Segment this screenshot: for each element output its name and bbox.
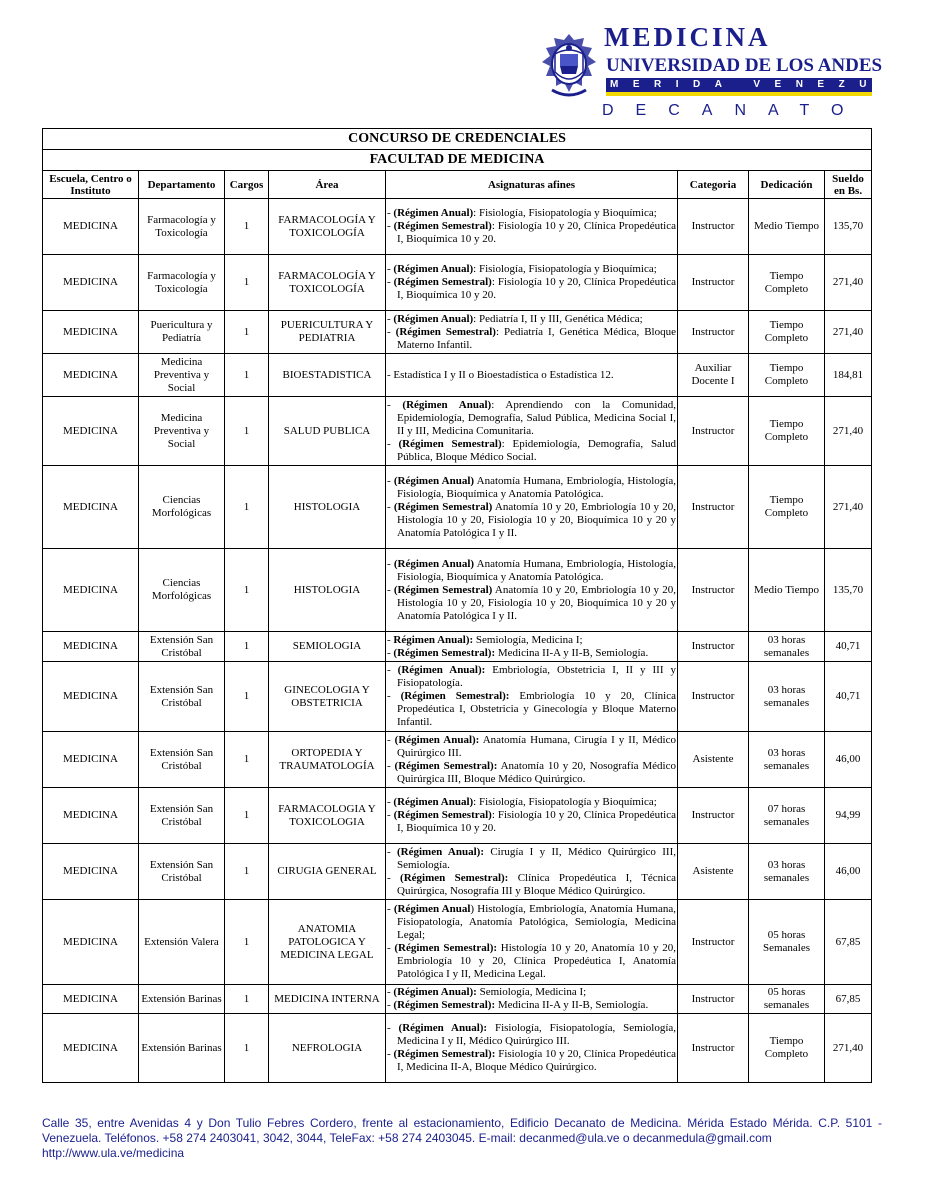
table-row xyxy=(43,985,872,1014)
bullet-dash-icon: - xyxy=(387,325,396,338)
subject-text: : Fisiología, Fisiopatología y Bioquímica; xyxy=(473,796,657,808)
subject-text: Anatomía Humana, Embriología, Histología, Fisiología, Bioquímica y Anatomía Patológica. xyxy=(397,474,676,500)
bullet-dash-icon: - xyxy=(387,500,394,513)
regimen-label: (Régimen Semestral) xyxy=(398,437,502,450)
cell-dedicacion: 03 horas semanales xyxy=(749,732,825,788)
table-row xyxy=(43,549,872,632)
cell-area: PUERICULTURA Y PEDIATRIA xyxy=(269,311,386,354)
bullet-dash-icon: - xyxy=(387,646,394,659)
cell-sueldo: 271,40 xyxy=(825,466,872,549)
table-row xyxy=(43,311,872,354)
regimen-label: (Régimen Semestral): xyxy=(400,690,510,702)
letterhead-office: DECANATO xyxy=(602,102,866,119)
cell-asignaturas xyxy=(386,1014,678,1083)
regimen-label: (Régimen Semestral): xyxy=(393,1048,496,1060)
col-area: Área xyxy=(269,171,386,199)
bullet-dash-icon: - xyxy=(387,759,395,772)
bullet-dash-icon: - xyxy=(387,986,394,998)
bullet-dash-icon: - xyxy=(387,437,399,450)
regimen-label: (Régimen Anual): xyxy=(398,1022,488,1034)
subject-text: : Fisiología 10 y 20, Clínica Propedéutica I, Bioquímica 10 y 20. xyxy=(397,809,676,834)
subject-item xyxy=(387,584,676,623)
cell-sueldo: 135,70 xyxy=(825,199,872,255)
bullet-dash-icon: - xyxy=(387,796,394,808)
col-dedicacion: Dedicación xyxy=(749,171,825,199)
subject-text: : Aprendiendo con la Comunidad, Epidemiología, Demografía, Salud Pública, Medicina Social I, II y III, Medicina Comunitaria. xyxy=(397,398,676,437)
table-row xyxy=(43,732,872,788)
subject-item xyxy=(387,872,676,898)
cell-escuela: MEDICINA xyxy=(43,311,139,354)
subject-text: Histología 10 y 20, Anatomía 10 y 20, Embriología 10 y 20, Clínica Propedéutica I, Anatomía Patológica I y II, Medicina Legal. xyxy=(397,942,676,980)
regimen-label: (Régimen Semestral): xyxy=(394,942,498,954)
subject-text: ) Histología, Embriología, Anatomía Humana, Fisiopatología, Anatomía Patológica, Semiología, Medicina Legal; xyxy=(397,903,676,941)
table-row xyxy=(43,354,872,397)
footer-contact xyxy=(42,1116,882,1161)
table-row xyxy=(43,466,872,549)
cell-asignaturas xyxy=(386,397,678,466)
cell-categoria: Auxiliar Docente I xyxy=(678,354,749,397)
cell-cargos: 1 xyxy=(225,732,269,788)
cell-departamento: Extensión Barinas xyxy=(139,1014,225,1083)
regimen-label: (Régimen Semestral): xyxy=(393,999,496,1011)
cell-dedicacion: 03 horas semanales xyxy=(749,662,825,732)
subject-item xyxy=(387,846,676,872)
cell-categoria: Instructor xyxy=(678,397,749,466)
cell-asignaturas xyxy=(386,732,678,788)
cell-asignaturas xyxy=(386,900,678,985)
cell-sueldo: 40,71 xyxy=(825,632,872,662)
cell-area: ANATOMIA PATOLOGICA Y MEDICINA LEGAL xyxy=(269,900,386,985)
regimen-label: (Régimen Semestral) xyxy=(393,500,493,513)
letterhead xyxy=(538,22,944,126)
bullet-dash-icon: - xyxy=(387,942,395,954)
subject-item xyxy=(387,276,676,302)
subject-item xyxy=(387,220,676,246)
cell-asignaturas xyxy=(386,788,678,844)
regimen-label: (Régimen Semestral) xyxy=(393,583,493,596)
subject-text: Embriología 10 y 20, Clínica Propedéutica I, Obstetricia y Ginecología y Bloque Materno Infantil. xyxy=(397,690,676,728)
cell-categoria: Instructor xyxy=(678,466,749,549)
cell-area: BIOESTADISTICA xyxy=(269,354,386,397)
regimen-label: Régimen Anual): xyxy=(393,633,474,646)
cell-asignaturas xyxy=(386,985,678,1014)
subject-item xyxy=(387,369,676,382)
bullet-dash-icon: - xyxy=(387,845,397,858)
cell-cargos: 1 xyxy=(225,397,269,466)
subject-text: Anatomía Humana, Embriología, Histología, Fisiología, Bioquímica y Anatomía Patológica. xyxy=(397,557,676,583)
regimen-label: (Régimen Anual) xyxy=(393,312,474,325)
cell-escuela: MEDICINA xyxy=(43,844,139,900)
subject-text: Estadística I y II o Bioestadística o Estadística 12. xyxy=(393,368,614,381)
cell-sueldo: 271,40 xyxy=(825,311,872,354)
subject-text: Anatomía Humana, Cirugía I y II, Médico Quirúrgico III. xyxy=(397,733,676,759)
cell-sueldo: 46,00 xyxy=(825,844,872,900)
bullet-dash-icon: - xyxy=(387,276,394,288)
cell-cargos: 1 xyxy=(225,632,269,662)
cell-dedicacion: Tiempo Completo xyxy=(749,354,825,397)
cell-escuela: MEDICINA xyxy=(43,788,139,844)
col-categoria: Categoria xyxy=(678,171,749,199)
cell-area: HISTOLOGIA xyxy=(269,466,386,549)
cell-asignaturas xyxy=(386,844,678,900)
cell-categoria: Instructor xyxy=(678,632,749,662)
letterhead-accent-bar xyxy=(606,92,872,96)
bullet-dash-icon: - xyxy=(387,633,394,646)
subject-item xyxy=(387,903,676,942)
subject-item xyxy=(387,326,676,352)
table-row xyxy=(43,662,872,732)
cell-dedicacion: Tiempo Completo xyxy=(749,466,825,549)
subject-item xyxy=(387,999,676,1012)
cell-asignaturas xyxy=(386,311,678,354)
col-asignaturas: Asignaturas afines xyxy=(386,171,678,199)
cell-departamento: Farmacología y Toxicología xyxy=(139,199,225,255)
subject-item xyxy=(387,558,676,584)
cell-categoria: Asistente xyxy=(678,844,749,900)
subject-item xyxy=(387,809,676,835)
cell-cargos: 1 xyxy=(225,549,269,632)
regimen-label: (Régimen Semestral) xyxy=(393,809,492,821)
regimen-label: (Régimen Anual): xyxy=(397,664,486,676)
subject-item xyxy=(387,664,676,690)
letterhead-location: MERIDA VENEZUELA xyxy=(606,78,872,92)
subject-item xyxy=(387,313,676,326)
cell-asignaturas xyxy=(386,549,678,632)
bullet-dash-icon: - xyxy=(387,999,394,1011)
cell-dedicacion: 07 horas semanales xyxy=(749,788,825,844)
cell-departamento: Medicina Preventiva y Social xyxy=(139,397,225,466)
cell-escuela: MEDICINA xyxy=(43,985,139,1014)
bullet-dash-icon: - xyxy=(387,207,394,219)
regimen-label: (Régimen Semestral) xyxy=(395,325,496,338)
cell-area: MEDICINA INTERNA xyxy=(269,985,386,1014)
bullet-dash-icon: - xyxy=(387,220,394,232)
cell-cargos: 1 xyxy=(225,199,269,255)
regimen-label: (Régimen Semestral): xyxy=(393,646,496,659)
subject-item xyxy=(387,647,676,660)
subject-item xyxy=(387,734,676,760)
subject-text: Semiología, Medicina I; xyxy=(473,633,583,646)
table-row xyxy=(43,255,872,311)
table-row xyxy=(43,199,872,255)
letterhead-title: MEDICINA xyxy=(604,22,771,52)
subject-item xyxy=(387,1022,676,1048)
subject-text: Clínica Propedéutica I, Técnica Quirúrgica, Nosografía III y Bloque Médico Quirúrgico. xyxy=(397,871,676,897)
regimen-label: (Régimen Anual) xyxy=(393,263,474,275)
regimen-label: (Régimen Semestral): xyxy=(394,759,498,772)
subject-text: : Epidemiología, Demografía, Salud Pública, Bloque Médico Social. xyxy=(397,437,676,463)
cell-asignaturas xyxy=(386,354,678,397)
bullet-dash-icon: - xyxy=(387,474,394,487)
col-departamento: Departamento xyxy=(139,171,225,199)
cell-dedicacion: Tiempo Completo xyxy=(749,1014,825,1083)
cell-escuela: MEDICINA xyxy=(43,466,139,549)
cell-escuela: MEDICINA xyxy=(43,549,139,632)
cell-departamento: Medicina Preventiva y Social xyxy=(139,354,225,397)
cell-departamento: Farmacología y Toxicología xyxy=(139,255,225,311)
subject-item xyxy=(387,501,676,540)
cell-sueldo: 67,85 xyxy=(825,900,872,985)
cell-asignaturas xyxy=(386,632,678,662)
cell-cargos: 1 xyxy=(225,1014,269,1083)
table-row xyxy=(43,788,872,844)
bullet-dash-icon: - xyxy=(387,398,403,411)
table-row xyxy=(43,632,872,662)
subject-text: Anatomía 10 y 20, Nosografía Médico Quirúrgica III, Bloque Médico Quirúrgico. xyxy=(397,759,676,785)
regimen-label: (Régimen Semestral): xyxy=(400,871,509,884)
table-row xyxy=(43,844,872,900)
cell-sueldo: 94,99 xyxy=(825,788,872,844)
cell-area: CIRUGIA GENERAL xyxy=(269,844,386,900)
cell-sueldo: 67,85 xyxy=(825,985,872,1014)
regimen-label: (Régimen Anual) xyxy=(393,796,474,808)
cell-categoria: Instructor xyxy=(678,311,749,354)
bullet-dash-icon: - xyxy=(387,733,395,746)
cell-area: NEFROLOGIA xyxy=(269,1014,386,1083)
cell-sueldo: 46,00 xyxy=(825,732,872,788)
subject-item xyxy=(387,986,676,999)
cell-categoria: Instructor xyxy=(678,662,749,732)
cell-area: GINECOLOGIA Y OBSTETRICIA xyxy=(269,662,386,732)
bullet-dash-icon: - xyxy=(387,1048,394,1060)
cell-escuela: MEDICINA xyxy=(43,732,139,788)
cell-departamento: Extensión San Cristóbal xyxy=(139,662,225,732)
cell-area: FARMACOLOGIA Y TOXICOLOGIA xyxy=(269,788,386,844)
subject-text: : Fisiología 10 y 20, Clínica Propedéutica I, Bioquímica 10 y 20. xyxy=(397,220,676,245)
cell-area: FARMACOLOGÍA Y TOXICOLOGÍA xyxy=(269,255,386,311)
bullet-dash-icon: - xyxy=(387,312,394,325)
cell-escuela: MEDICINA xyxy=(43,1014,139,1083)
cell-departamento: Ciencias Morfológicas xyxy=(139,549,225,632)
cell-cargos: 1 xyxy=(225,844,269,900)
cell-departamento: Puericultura y Pediatría xyxy=(139,311,225,354)
cell-asignaturas xyxy=(386,662,678,732)
regimen-label: (Régimen Anual) xyxy=(402,398,492,411)
bullet-dash-icon: - xyxy=(387,368,394,381)
cell-escuela: MEDICINA xyxy=(43,662,139,732)
subject-item xyxy=(387,263,676,276)
regimen-label: (Régimen Anual) xyxy=(393,474,475,487)
subject-item xyxy=(387,399,676,438)
cell-dedicacion: 03 horas semanales xyxy=(749,632,825,662)
subject-item xyxy=(387,690,676,729)
cell-departamento: Extensión San Cristóbal xyxy=(139,844,225,900)
subject-text: Anatomía 10 y 20, Embriología 10 y 20, Histología 10 y 20, Fisiología 10 y 20, Bioquímica 10 y 20 y Anatomía Patológica I y II. xyxy=(397,500,676,539)
subject-item xyxy=(387,438,676,464)
cell-area: HISTOLOGIA xyxy=(269,549,386,632)
cell-dedicacion: Medio Tiempo xyxy=(749,199,825,255)
cell-asignaturas xyxy=(386,466,678,549)
cell-sueldo: 271,40 xyxy=(825,397,872,466)
cell-sueldo: 184,81 xyxy=(825,354,872,397)
cell-sueldo: 135,70 xyxy=(825,549,872,632)
cell-departamento: Extensión San Cristóbal xyxy=(139,788,225,844)
credentials-table xyxy=(42,128,872,1083)
bullet-dash-icon: - xyxy=(387,664,398,676)
cell-dedicacion: Tiempo Completo xyxy=(749,255,825,311)
table-body xyxy=(43,199,872,1083)
cell-area: FARMACOLOGÍA Y TOXICOLOGÍA xyxy=(269,199,386,255)
cell-escuela: MEDICINA xyxy=(43,397,139,466)
col-sueldo: Sueldo en Bs. xyxy=(825,171,872,199)
subject-text: Cirugía I y II, Médico Quirúrgico III, Semiología. xyxy=(397,845,676,871)
regimen-label: (Régimen Anual) xyxy=(393,207,474,219)
bullet-dash-icon: - xyxy=(387,903,394,915)
cell-categoria: Instructor xyxy=(678,900,749,985)
cell-cargos: 1 xyxy=(225,255,269,311)
table-title: CONCURSO DE CREDENCIALES xyxy=(43,129,872,150)
cell-categoria: Instructor xyxy=(678,985,749,1014)
cell-dedicacion: Medio Tiempo xyxy=(749,549,825,632)
subject-text: Fisiología 10 y 20, Clínica Propedéutica I, Medicina II-A, Bloque Médico Quirúrgico. xyxy=(397,1048,676,1073)
subject-item xyxy=(387,942,676,981)
subject-item xyxy=(387,1048,676,1074)
cell-categoria: Instructor xyxy=(678,1014,749,1083)
cell-asignaturas xyxy=(386,255,678,311)
cell-departamento: Extensión Barinas xyxy=(139,985,225,1014)
cell-escuela: MEDICINA xyxy=(43,632,139,662)
cell-cargos: 1 xyxy=(225,354,269,397)
subject-text: Semiología, Medicina I; xyxy=(476,986,587,998)
regimen-label: (Régimen Semestral) xyxy=(393,220,492,232)
regimen-label: (Régimen Anual): xyxy=(394,733,480,746)
cell-escuela: MEDICINA xyxy=(43,199,139,255)
cell-dedicacion: 05 horas Semanales xyxy=(749,900,825,985)
cell-departamento: Extensión San Cristóbal xyxy=(139,632,225,662)
faculty-title: FACULTAD DE MEDICINA xyxy=(43,150,872,171)
subject-text: : Fisiología, Fisiopatología y Bioquímica; xyxy=(473,207,657,219)
col-escuela: Escuela, Centro o Instituto xyxy=(43,171,139,199)
table-row xyxy=(43,397,872,466)
table-row xyxy=(43,900,872,985)
cell-dedicacion: Tiempo Completo xyxy=(749,397,825,466)
cell-escuela: MEDICINA xyxy=(43,255,139,311)
subject-item xyxy=(387,207,676,220)
regimen-label: (Régimen Anual xyxy=(393,903,471,915)
cell-categoria: Instructor xyxy=(678,788,749,844)
cell-departamento: Extensión Valera xyxy=(139,900,225,985)
cell-area: ORTOPEDIA Y TRAUMATOLOGÍA xyxy=(269,732,386,788)
subject-text: : Fisiología 10 y 20, Clínica Propedéutica I, Bioquímica 10 y 20. xyxy=(397,276,676,301)
university-seal-icon xyxy=(540,32,598,100)
cell-dedicacion: Tiempo Completo xyxy=(749,311,825,354)
subject-text: : Fisiología, Fisiopatología y Bioquímica; xyxy=(473,263,657,275)
subject-text: Anatomía 10 y 20, Embriología 10 y 20, Histología 10 y 20, Fisiología 10 y 20, Bioquímica 10 y 20 y Anatomía Patológica I y II. xyxy=(397,583,676,622)
bullet-dash-icon: - xyxy=(387,583,394,596)
table-row xyxy=(43,1014,872,1083)
regimen-label: (Régimen Anual) xyxy=(393,557,475,570)
cell-sueldo: 271,40 xyxy=(825,255,872,311)
cell-dedicacion: 03 horas semanales xyxy=(749,844,825,900)
cell-cargos: 1 xyxy=(225,662,269,732)
col-cargos: Cargos xyxy=(225,171,269,199)
subject-text: Fisiología, Fisiopatología, Semiología, Medicina I y II, Médico Quirúrgico III. xyxy=(397,1022,677,1047)
cell-escuela: MEDICINA xyxy=(43,900,139,985)
cell-categoria: Instructor xyxy=(678,549,749,632)
cell-cargos: 1 xyxy=(225,788,269,844)
cell-categoria: Instructor xyxy=(678,255,749,311)
subject-item xyxy=(387,634,676,647)
subject-text: Embriología, Obstetricia I, II y III y Fisiopatología. xyxy=(397,664,676,689)
subject-text: : Pediatría I, Genética Médica, Bloque Materno Infantil. xyxy=(397,325,676,351)
regimen-label: (Régimen Anual): xyxy=(397,845,484,858)
subject-text: Medicina II-A y II-B, Semiología. xyxy=(495,999,649,1011)
cell-cargos: 1 xyxy=(225,466,269,549)
footer-url[interactable]: http://www.ula.ve/medicina xyxy=(42,1146,185,1160)
cell-dedicacion: 05 horas semanales xyxy=(749,985,825,1014)
cell-cargos: 1 xyxy=(225,985,269,1014)
bullet-dash-icon: - xyxy=(387,263,394,275)
cell-sueldo: 271,40 xyxy=(825,1014,872,1083)
cell-area: SALUD PUBLICA xyxy=(269,397,386,466)
subject-text: : Pediatría I, II y III, Genética Médica; xyxy=(473,312,643,325)
regimen-label: (Régimen Semestral) xyxy=(393,276,492,288)
subject-item xyxy=(387,796,676,809)
footer-address: Calle 35, entre Avenidas 4 y Don Tulio Febres Cordero, frente al estacionamiento, Edificio Decanato de Medicina. Mérida Estado Mérida. C.P. 5101 - Venezuela. Teléfonos. +58 274 2403041, 3042, 3044, TeleFax: +58 274 2403045. E-mail: decanmed@ula.ve o decanmedula@gmail.com xyxy=(42,1116,882,1145)
bullet-dash-icon: - xyxy=(387,1022,399,1034)
cell-sueldo: 40,71 xyxy=(825,662,872,732)
bullet-dash-icon: - xyxy=(387,557,394,570)
subject-item xyxy=(387,760,676,786)
regimen-label: (Régimen Anual): xyxy=(393,986,477,998)
cell-departamento: Extensión San Cristóbal xyxy=(139,732,225,788)
cell-asignaturas xyxy=(386,199,678,255)
cell-area: SEMIOLOGIA xyxy=(269,632,386,662)
bullet-dash-icon: - xyxy=(387,690,401,702)
subject-item xyxy=(387,475,676,501)
cell-departamento: Ciencias Morfológicas xyxy=(139,466,225,549)
letterhead-university: UNIVERSIDAD DE LOS ANDES xyxy=(606,55,883,76)
cell-cargos: 1 xyxy=(225,900,269,985)
cell-categoria: Instructor xyxy=(678,199,749,255)
cell-categoria: Asistente xyxy=(678,732,749,788)
bullet-dash-icon: - xyxy=(387,809,394,821)
cell-escuela: MEDICINA xyxy=(43,354,139,397)
cell-cargos: 1 xyxy=(225,311,269,354)
bullet-dash-icon: - xyxy=(387,871,401,884)
subject-text: Medicina II-A y II-B, Semiología. xyxy=(495,646,649,659)
